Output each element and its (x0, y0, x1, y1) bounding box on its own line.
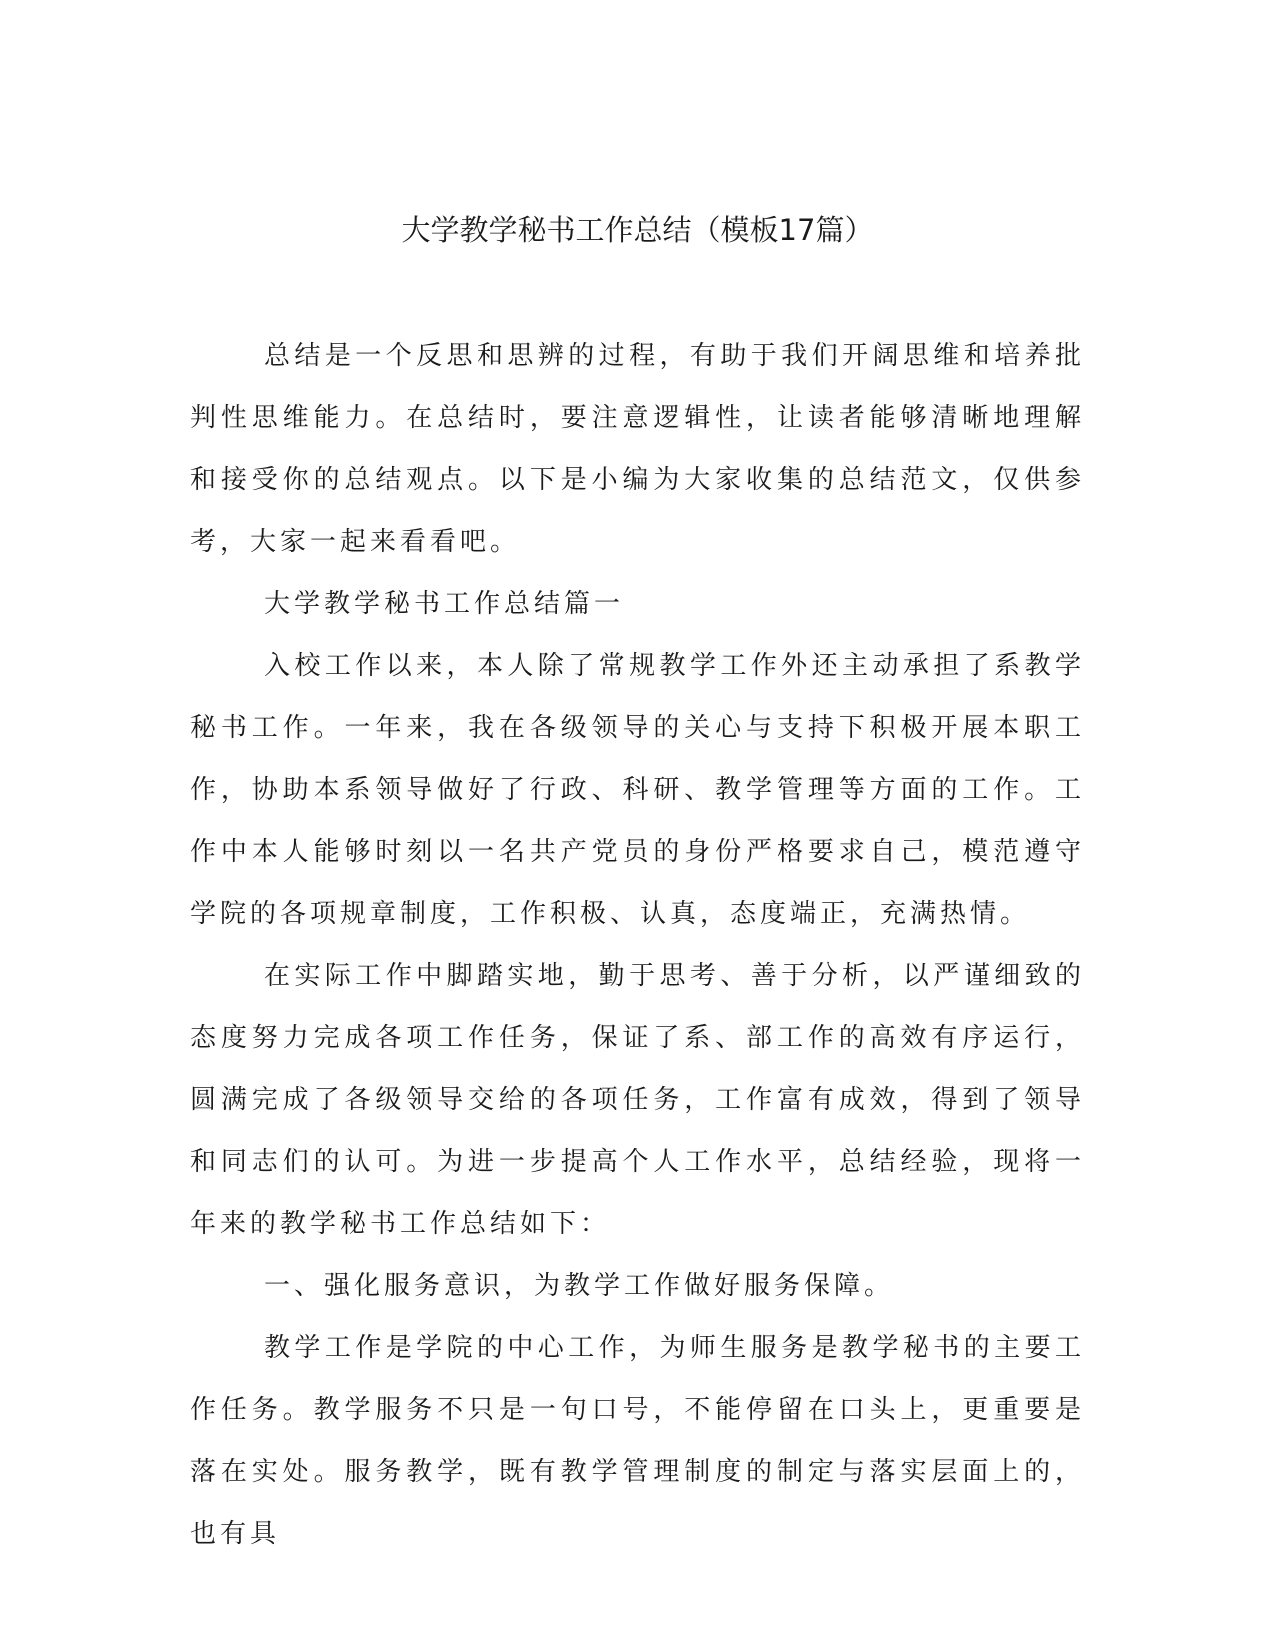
section-heading: 大学教学秘书工作总结篇一 (264, 589, 625, 619)
document-title: 大学教学秘书工作总结（模板17篇） (401, 213, 874, 247)
body-paragraph: 教学工作是学院的中心工作，为师生服务是教学秘书的主要工作任务。教学服务不只是一句口号，不能停留在口头上，更重要是落在实处。服务教学，既有教学管理制度的制定与落实层面上的，也有具 (190, 1333, 1085, 1549)
subsection-heading: 一、强化服务意识，为教学工作做好服务保障。 (264, 1271, 895, 1301)
body-paragraph: 入校工作以来，本人除了常规教学工作外还主动承担了系教学秘书工作。一年来，我在各级领导的关心与支持下积极开展本职工作，协助本系领导做好了行政、科研、教学管理等方面的工作。工作中本人能够时刻以一名共产党员的身份严格要求自己，模范遵守学院的各项规章制度，工作积极、认真，态度端正，充满热情。 (190, 651, 1085, 929)
document-body (190, 325, 1085, 1565)
intro-paragraph: 总结是一个反思和思辨的过程，有助于我们开阔思维和培养批判性思维能力。在总结时，要注意逻辑性，让读者能够清晰地理解和接受你的总结观点。以下是小编为大家收集的总结范文，仅供参考，大家一起来看看吧。 (190, 341, 1085, 557)
body-paragraph: 在实际工作中脚踏实地，勤于思考、善于分析，以严谨细致的态度努力完成各项工作任务，保证了系、部工作的高效有序运行，圆满完成了各级领导交给的各项任务，工作富有成效，得到了领导和同志们的认可。为进一步提高个人工作水平，总结经验，现将一年来的教学秘书工作总结如下： (190, 961, 1085, 1239)
